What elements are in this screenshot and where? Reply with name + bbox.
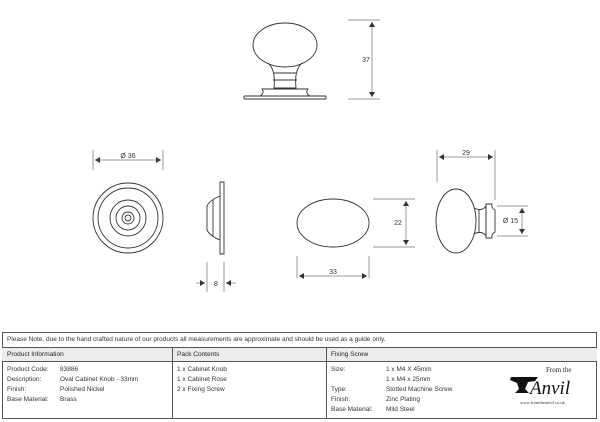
column-divider bbox=[326, 347, 327, 419]
column-divider bbox=[172, 347, 173, 419]
base-diameter-label: Ø 15 bbox=[502, 218, 518, 225]
logo-brand: Anvil bbox=[530, 378, 571, 399]
pack-contents-header: Pack Contents bbox=[172, 347, 326, 362]
description-value: Oval Cabinet Knob - 33mm bbox=[60, 376, 139, 383]
knob-height-label: 22 bbox=[394, 220, 402, 227]
screw-finish-label: Finish: bbox=[331, 396, 351, 403]
logo-small-text: From the bbox=[546, 366, 572, 374]
knob-length-label: 33 bbox=[329, 269, 337, 276]
pack-item: 1 x Cabinet Knob bbox=[177, 366, 227, 373]
screw-material-value: Mild Steel bbox=[386, 406, 415, 413]
knob-side-view bbox=[436, 150, 528, 253]
logo-url: www.fromtheanvil.co.uk bbox=[520, 400, 565, 405]
screw-size-value: 1 x M4 X 45mm bbox=[386, 366, 432, 373]
knob-top-view bbox=[297, 199, 415, 278]
product-code-label: Product Code: bbox=[7, 366, 49, 373]
fixing-screw-header: Fixing Screw bbox=[326, 347, 597, 362]
screw-size-label: Size: bbox=[331, 366, 346, 373]
screw-type-value: Slotted Machine Screw bbox=[386, 386, 453, 393]
height-dim-label: 37 bbox=[362, 57, 370, 64]
pack-item: 1 x Cabinet Rose bbox=[177, 376, 227, 383]
rose-diameter-label: Ø 36 bbox=[120, 153, 136, 160]
screw-material-label: Base Material: bbox=[331, 406, 373, 413]
from-the-anvil-logo bbox=[508, 365, 594, 415]
screw-size-value: 1 x M4 x 25mm bbox=[386, 376, 431, 383]
rose-depth-label: 8 bbox=[214, 281, 218, 288]
knob-elevation-view bbox=[244, 23, 326, 99]
pack-item: 2 x Fixing Screw bbox=[177, 386, 225, 393]
screw-type-label: Type: bbox=[331, 386, 347, 393]
rose-side-view bbox=[196, 182, 236, 292]
product-code-value: 83886 bbox=[60, 366, 79, 373]
base-material-value: Brass bbox=[60, 396, 77, 403]
base-material-label: Base Material: bbox=[7, 396, 49, 403]
rose-front-view bbox=[93, 150, 163, 253]
screw-finish-value: Zinc Plating bbox=[386, 396, 420, 403]
measurement-note: Please Note, due to the hand crafted nature of our products all measurements are approximate and should be used as a guide only. bbox=[7, 336, 386, 343]
description-label: Description: bbox=[7, 376, 42, 383]
finish-value: Polished Nickel bbox=[60, 386, 105, 393]
product-info-header: Product Information bbox=[2, 347, 172, 362]
finish-label: Finish: bbox=[7, 386, 27, 393]
knob-projection-label: 29 bbox=[462, 150, 470, 157]
